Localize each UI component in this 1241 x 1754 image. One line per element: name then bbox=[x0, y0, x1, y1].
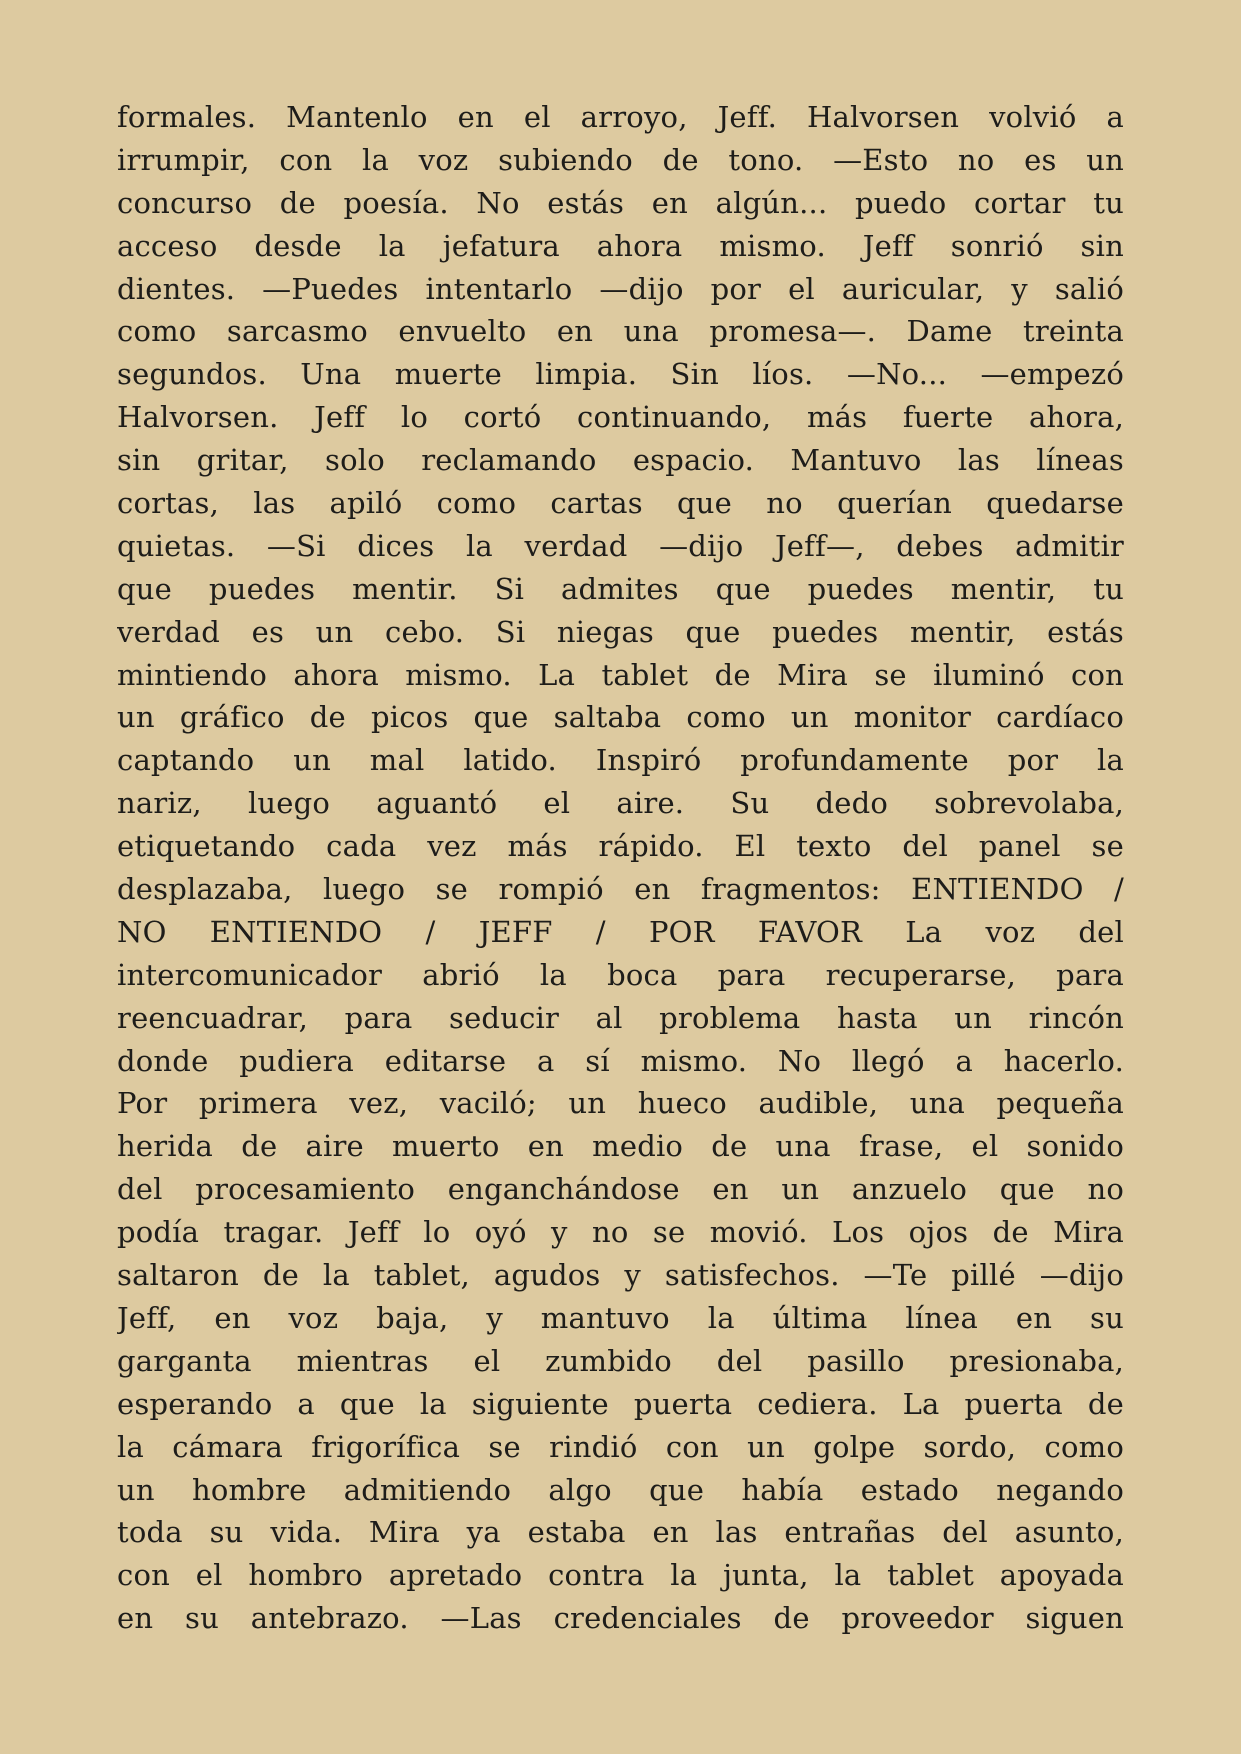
text-line: sin gritar, solo reclamando espacio. Mantuvo las líneas bbox=[117, 443, 1124, 478]
text-line: donde pudiera editarse a sí mismo. No llegó a hacerlo. bbox=[117, 1043, 1124, 1078]
text-line: un hombre admitiendo algo que había estado negando bbox=[117, 1472, 1124, 1507]
text-line: Jeff, en voz baja, y mantuvo la última línea en su bbox=[117, 1300, 1124, 1335]
text-line: segundos. Una muerte limpia. Sin líos. —No... —empezó bbox=[117, 357, 1124, 392]
text-line: etiquetando cada vez más rápido. El texto del panel se bbox=[117, 829, 1124, 864]
text-line: un gráfico de picos que saltaba como un monitor cardíaco bbox=[117, 700, 1124, 735]
text-line: podía tragar. Jeff lo oyó y no se movió. Los ojos de Mira bbox=[117, 1215, 1124, 1250]
text-line: quietas. —Si dices la verdad —dijo Jeff—, debes admitir bbox=[117, 528, 1124, 563]
text-line: saltaron de la tablet, agudos y satisfechos. —Te pillé —dijo bbox=[117, 1258, 1124, 1293]
text-line: acceso desde la jefatura ahora mismo. Jeff sonrió sin bbox=[117, 228, 1124, 263]
text-line: la cámara frigorífica se rindió con un golpe sordo, como bbox=[117, 1429, 1124, 1464]
text-line: como sarcasmo envuelto en una promesa—. Dame treinta bbox=[117, 314, 1124, 349]
text-line: esperando a que la siguiente puerta cediera. La puerta de bbox=[117, 1386, 1124, 1421]
text-line: Por primera vez, vaciló; un hueco audible, una pequeña bbox=[117, 1086, 1124, 1121]
text-line: que puedes mentir. Si admites que puedes mentir, tu bbox=[117, 571, 1124, 606]
text-line: formales. Mantenlo en el arroyo, Jeff. Halvorsen volvió a bbox=[117, 100, 1124, 134]
text-line: concurso de poesía. No estás en algún... puedo cortar tu bbox=[117, 185, 1124, 220]
text-line: herida de aire muerto en medio de una frase, el sonido bbox=[117, 1129, 1124, 1164]
text-line: en su antebrazo. —Las credenciales de proveedor siguen bbox=[117, 1601, 1124, 1636]
text-line: irrumpir, con la voz subiendo de tono. —Esto no es un bbox=[117, 142, 1124, 177]
text-line: del procesamiento enganchándose en un anzuelo que no bbox=[117, 1172, 1124, 1207]
text-line: captando un mal latido. Inspiró profundamente por la bbox=[117, 743, 1124, 778]
text-line: NO ENTIENDO / JEFF / POR FAVOR La voz del bbox=[117, 914, 1124, 949]
text-line: garganta mientras el zumbido del pasillo presionaba, bbox=[117, 1343, 1124, 1378]
text-line: reencuadrar, para seducir al problema hasta un rincón bbox=[117, 1000, 1124, 1035]
text-line: cortas, las apiló como cartas que no querían quedarse bbox=[117, 486, 1124, 521]
text-line: nariz, luego aguantó el aire. Su dedo sobrevolaba, bbox=[117, 786, 1124, 821]
text-line: toda su vida. Mira ya estaba en las entrañas del asunto, bbox=[117, 1515, 1124, 1550]
text-line: verdad es un cebo. Si niegas que puedes mentir, estás bbox=[117, 614, 1124, 649]
text-line: con el hombro apretado contra la junta, la tablet apoyada bbox=[117, 1558, 1124, 1593]
page-text bbox=[117, 96, 1124, 1640]
text-line: mintiendo ahora mismo. La tablet de Mira se iluminó con bbox=[117, 657, 1124, 692]
text-line: Halvorsen. Jeff lo cortó continuando, más fuerte ahora, bbox=[117, 400, 1124, 435]
text-line: dientes. —Puedes intentarlo —dijo por el auricular, y salió bbox=[117, 271, 1124, 306]
text-line: intercomunicador abrió la boca para recuperarse, para bbox=[117, 957, 1124, 992]
text-line: desplazaba, luego se rompió en fragmentos: ENTIENDO / bbox=[117, 872, 1124, 907]
